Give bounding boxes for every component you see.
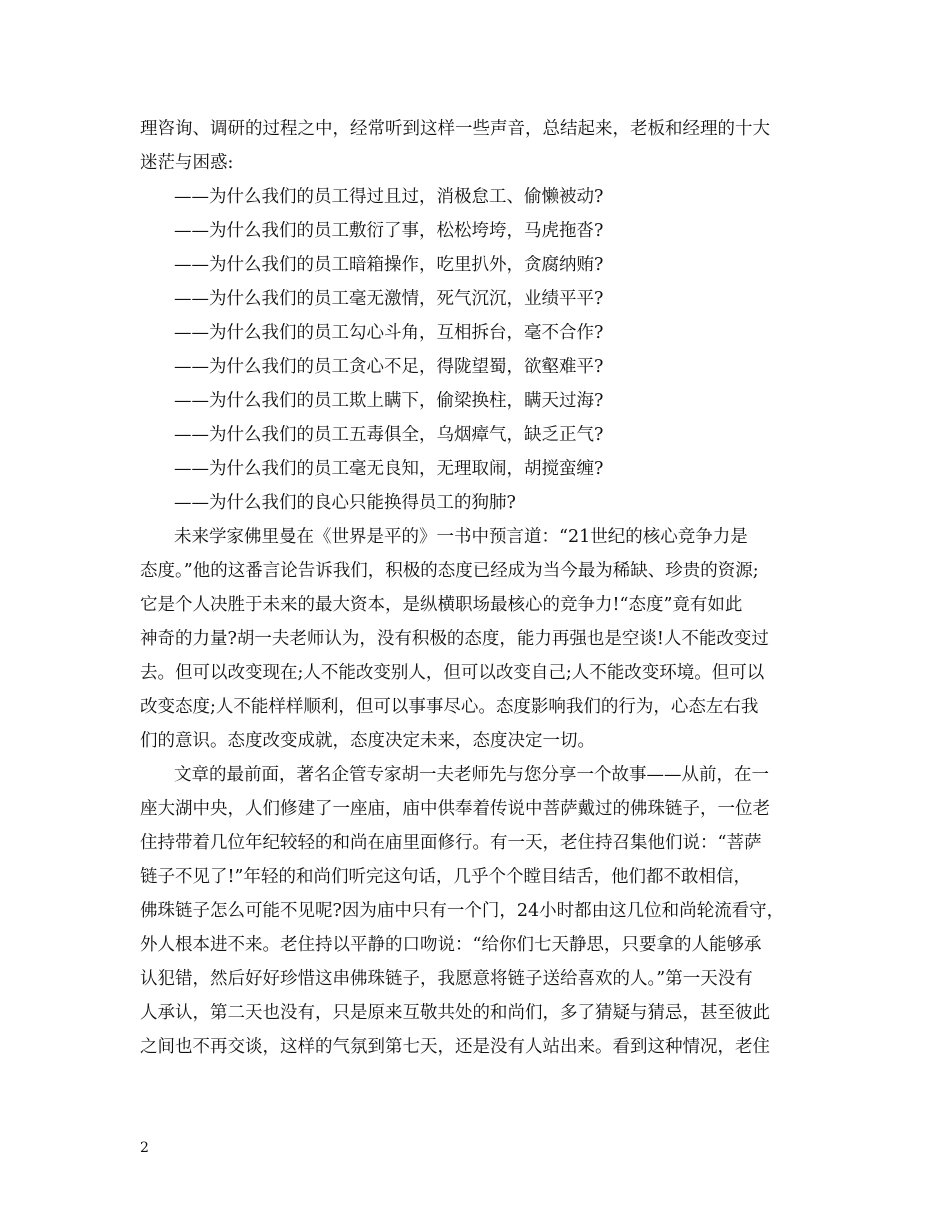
text-line: ——为什么我们的良心只能换得员工的狗肺? <box>174 493 516 513</box>
text-line: 它是个人决胜于未来的最大资本，是纵横职场最核心的竞争力!“态度”竟有如此 <box>140 595 743 615</box>
text-line: ——为什么我们的员工毫无良知，无理取闹，胡搅蛮缠? <box>174 459 604 479</box>
text-line: 座大湖中央，人们修建了一座庙，庙中供奉着传说中菩萨戴过的佛珠链子，一位老 <box>140 799 770 819</box>
text-line: ——为什么我们的员工得过且过，消极怠工、偷懒被动? <box>174 187 604 207</box>
text-line: 人承认，第二天也没有，只是原来互敬共处的和尚们，多了猜疑与猜忌，甚至彼此 <box>140 1003 770 1023</box>
text-line: ——为什么我们的员工贪心不足，得陇望蜀，欲壑难平? <box>174 357 604 377</box>
text-line: 佛珠链子怎么可能不见呢?因为庙中只有一个门，24小时都由这几位和尚轮流看守， <box>140 901 785 921</box>
text-line: 文章的最前面，著名企管专家胡一夫老师先与您分享一个故事——从前，在一 <box>174 765 769 785</box>
text-line: 神奇的力量?胡一夫老师认为，没有积极的态度，能力再强也是空谈!人不能改变过 <box>140 629 769 649</box>
text-line: 外人根本进不来。老住持以平静的口吻说：“给你们七天静思，只要拿的人能够承 <box>140 935 762 955</box>
text-line: ——为什么我们的员工欺上瞒下，偷梁换柱，瞒天过海? <box>174 391 604 411</box>
text-line: ——为什么我们的员工敷衍了事，松松垮垮，马虎拖沓? <box>174 221 604 241</box>
text-line: ——为什么我们的员工五毒俱全，乌烟瘴气，缺乏正气? <box>174 425 604 445</box>
text-line: ——为什么我们的员工暗箱操作，吃里扒外，贪腐纳贿? <box>174 255 604 275</box>
body-text <box>140 112 815 1064</box>
text-line: 态度。”他的这番言论告诉我们，积极的态度已经成为当今最为稀缺、珍贵的资源; <box>140 561 759 581</box>
text-line: 去。但可以改变现在;人不能改变别人，但可以改变自己;人不能改变环境。但可以 <box>140 663 765 683</box>
text-line: 之间也不再交谈，这样的气氛到第七天，还是没有人站出来。看到这种情况，老住 <box>140 1037 770 1057</box>
text-line: 未来学家佛里曼在《世界是平的》一书中预言道：“21世纪的核心竞争力是 <box>174 527 748 547</box>
text-line: 理咨询、调研的过程之中，经常听到这样一些声音，总结起来，老板和经理的十大 <box>140 119 770 139</box>
text-line: 们的意识。态度改变成就，态度决定未来，态度决定一切。 <box>140 731 595 751</box>
page-number: 2 <box>140 1140 149 1156</box>
text-line: 改变态度;人不能样样顺利，但可以事事尽心。态度影响我们的行为，心态左右我 <box>140 697 759 717</box>
text-line: 迷茫与困惑: <box>140 153 234 173</box>
text-line: ——为什么我们的员工毫无激情，死气沉沉，业绩平平? <box>174 289 604 309</box>
text-line: 链子不见了!”年轻的和尚们听完这句话，几乎个个瞠目结舌，他们都不敢相信， <box>140 867 751 887</box>
text-line: 住持带着几位年纪较轻的和尚在庙里面修行。有一天，老住持召集他们说：“菩萨 <box>140 833 762 853</box>
text-line: 认犯错，然后好好珍惜这串佛珠链子，我愿意将链子送给喜欢的人。”第一天没有 <box>140 969 753 989</box>
text-line: ——为什么我们的员工勾心斗角，互相拆台，毫不合作? <box>174 323 604 343</box>
